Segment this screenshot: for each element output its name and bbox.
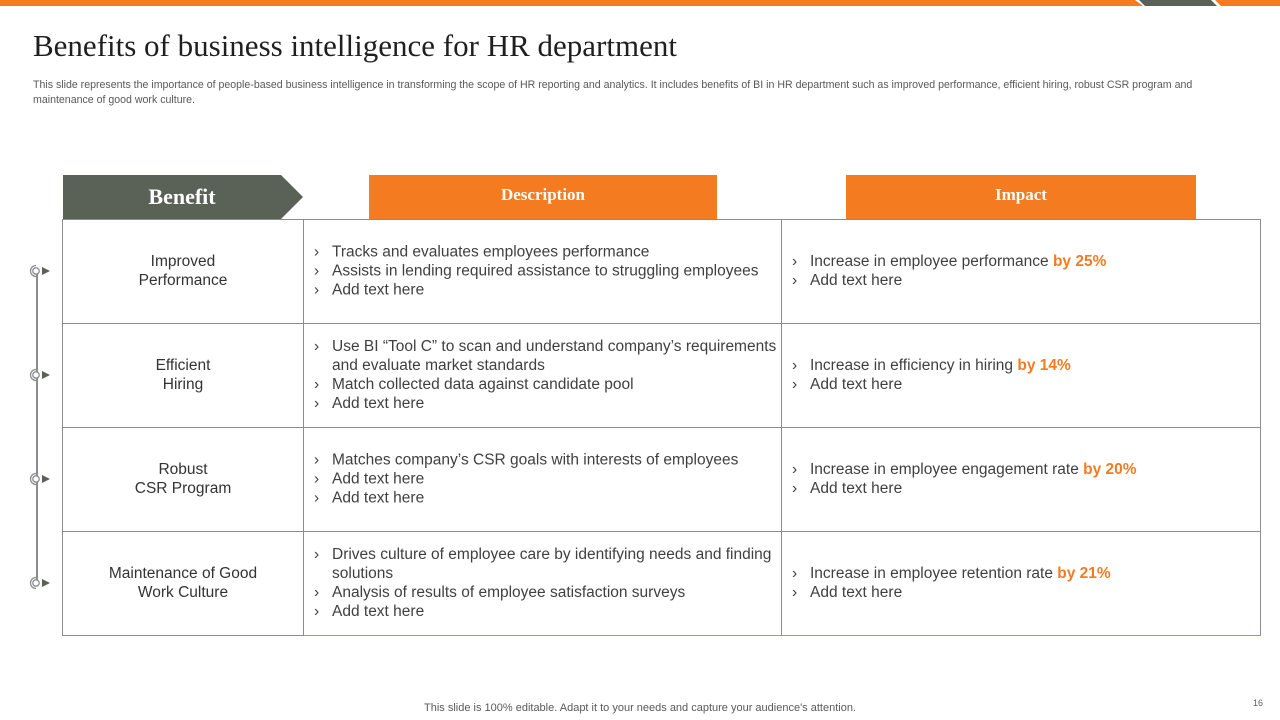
benefit-cell [62, 323, 304, 427]
impact-text: Increase in employee retention rate [810, 565, 1058, 582]
header-impact [846, 175, 1196, 219]
header-description [369, 175, 717, 219]
table-row [62, 219, 1261, 323]
table-row [62, 323, 1261, 427]
benefit-label: Improved Performance [138, 253, 228, 289]
impact-text: Increase in employee performance [810, 253, 1053, 270]
impact-item [790, 252, 1256, 271]
description-item: › Match collected data against candidate pool [312, 375, 777, 394]
description-item: › Matches company’s CSR goals with interests of employees [312, 451, 777, 470]
impact-highlight: by 21% [1057, 565, 1111, 582]
header-description-label: Description [500, 185, 586, 204]
table-row [62, 427, 1261, 531]
description-item: › Add text here [312, 470, 777, 489]
description-cell [304, 427, 782, 531]
description-cell [304, 219, 782, 323]
description-list [312, 243, 777, 300]
description-item: › Assists in lending required assistance to struggling employees [312, 262, 777, 281]
impact-text: Add text here [810, 480, 903, 497]
top-accent-bar [0, 0, 1280, 6]
benefit-cell [62, 427, 304, 531]
header-benefit [63, 175, 303, 219]
impact-list [790, 460, 1256, 498]
description-item: › Analysis of results of employee satisfaction surveys [312, 583, 777, 602]
description-item: › Add text here [312, 281, 777, 300]
benefit-label: Efficient Hiring [155, 357, 211, 393]
description-item: › Drives culture of employee care by identifying needs and finding solutions [312, 545, 777, 583]
benefits-table [62, 219, 1261, 636]
description-item: › Add text here [312, 602, 777, 621]
impact-text: Add text here [810, 272, 903, 289]
table-divider-accent [304, 635, 1261, 636]
description-item: › Tracks and evaluates employees performance [312, 243, 777, 262]
description-list [312, 545, 777, 621]
impact-item [790, 564, 1256, 583]
impact-item [790, 356, 1256, 375]
header-benefit-label: Benefit [148, 184, 216, 209]
benefit-cell [62, 219, 304, 323]
impact-cell [782, 531, 1261, 635]
impact-list [790, 252, 1256, 290]
description-list [312, 337, 777, 413]
table-divider [62, 635, 304, 636]
top-decoration [1135, 0, 1280, 6]
impact-text: Increase in employee engagement rate [810, 461, 1084, 478]
description-cell [304, 323, 782, 427]
impact-item [790, 375, 1256, 394]
timeline-node-icon [27, 367, 53, 383]
impact-cell [782, 323, 1261, 427]
impact-highlight: by 20% [1083, 461, 1137, 478]
description-item: › Use BI “Tool C” to scan and understand company’s requirements and evaluate market standards [312, 337, 777, 375]
impact-highlight: by 25% [1052, 253, 1107, 270]
timeline-node-icon [27, 575, 53, 591]
impact-item [790, 479, 1256, 498]
page-number: 16 [1253, 698, 1264, 708]
impact-cell [782, 219, 1261, 323]
table-row [62, 531, 1261, 635]
page-title: Benefits of business intelligence for HR department [33, 28, 677, 63]
timeline-node-icon [27, 263, 53, 279]
impact-list [790, 564, 1256, 602]
page-subtitle: This slide represents the importance of people-based business intelligence in transforming the scope of HR reporting and analytics. It includes benefits of BI in HR department such as improved performance, efficient hiring, robust CSR program and maintenance of good work culture. [33, 79, 1193, 106]
impact-cell [782, 427, 1261, 531]
impact-text: Add text here [810, 376, 903, 393]
benefit-label: Robust CSR Program [134, 461, 232, 497]
benefit-label: Maintenance of Good Work Culture [108, 565, 258, 601]
impact-item [790, 460, 1256, 479]
footer-note: This slide is 100% editable. Adapt it to your needs and capture your audience's attention. [424, 702, 856, 714]
description-item: › Add text here [312, 394, 777, 413]
header-impact-label: Impact [995, 185, 1047, 204]
impact-list [790, 356, 1256, 394]
impact-item [790, 271, 1256, 290]
impact-text: Increase in efficiency in hiring [810, 357, 1018, 374]
benefit-cell [62, 531, 304, 635]
timeline-line [36, 270, 38, 585]
timeline-node-icon [27, 471, 53, 487]
description-cell [304, 531, 782, 635]
impact-text: Add text here [810, 584, 903, 601]
impact-highlight: by 14% [1017, 357, 1071, 374]
impact-item [790, 583, 1256, 602]
description-item: › Add text here [312, 489, 777, 508]
description-list [312, 451, 777, 508]
